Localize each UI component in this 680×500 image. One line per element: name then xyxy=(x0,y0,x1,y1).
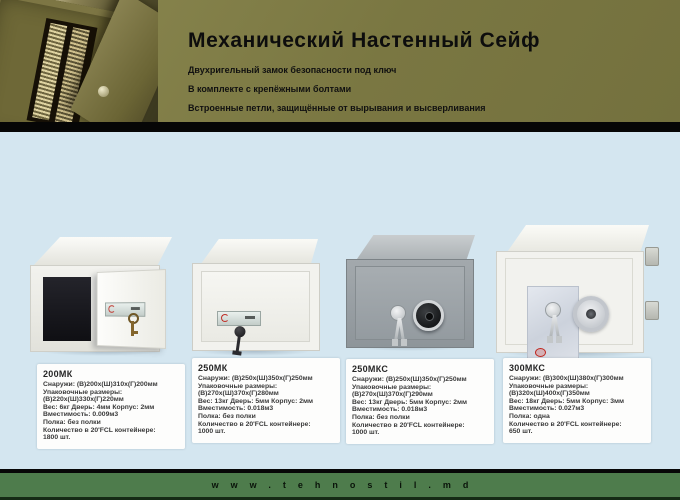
safe-top-face xyxy=(32,237,172,267)
spec-line: Полка: без полки xyxy=(43,418,101,426)
safe-top-face xyxy=(194,239,318,265)
spec-line: Упаковочные размеры: xyxy=(43,388,123,396)
feature-bullets xyxy=(188,65,486,122)
key-bit xyxy=(392,339,398,346)
spec-line: Вместимость: 0.009м3 xyxy=(43,411,119,419)
door-hinge xyxy=(645,247,659,266)
safe-top-face xyxy=(348,235,475,261)
header-divider xyxy=(0,122,680,132)
safe-top-face xyxy=(499,225,649,253)
spec-line: Полка: одна xyxy=(509,412,550,420)
lock-plate xyxy=(217,311,261,326)
spec-line: Вес: 13кг Дверь: 5мм Корпус: 2мм xyxy=(352,398,468,406)
keyhole-slot xyxy=(131,307,140,310)
product-photo-300mkc xyxy=(496,225,654,353)
safe-front-face xyxy=(346,259,474,348)
dial-center xyxy=(586,309,596,319)
combination-dial xyxy=(573,296,609,332)
spec-line: 1800 шт. xyxy=(43,434,71,442)
footer-bar xyxy=(0,469,680,500)
door-hinge xyxy=(645,301,659,320)
spec-line: 1000 шт. xyxy=(198,428,226,436)
spec-line: Вес: 13кг Дверь: 5мм Корпус: 2мм xyxy=(198,397,314,405)
spec-line: Упаковочные размеры: xyxy=(509,382,589,390)
spec-line: (В)270х(Ш)370х(Г)290мм xyxy=(352,391,433,399)
brand-logo-icon xyxy=(535,348,546,357)
key-stem xyxy=(553,315,559,337)
spec-card-250mk xyxy=(192,358,340,443)
key-tooth xyxy=(134,331,138,334)
hanging-key xyxy=(126,313,138,339)
spec-line: Вес: 6кг Дверь: 4мм Корпус: 2мм xyxy=(43,403,155,411)
spec-line: Количество в 20'FCL контейнере: xyxy=(198,420,311,428)
spec-line: Вместимость: 0.018м3 xyxy=(198,405,274,413)
spec-card-200mk xyxy=(37,364,185,449)
spec-line: Упаковочные размеры: xyxy=(198,382,278,390)
spec-line: Количество в 20'FCL контейнере: xyxy=(352,421,465,429)
brand-logo-icon xyxy=(221,314,229,322)
safe-front-face xyxy=(192,263,320,351)
spec-line: Вместимость: 0.018м3 xyxy=(352,406,428,414)
open-safe-money-photo xyxy=(0,0,158,122)
spec-line: Полка: без полки xyxy=(352,413,410,421)
model-name: 300МКС xyxy=(509,363,546,373)
model-name: 250МКС xyxy=(352,364,389,374)
hanging-keys xyxy=(547,315,563,343)
door-outline xyxy=(201,271,310,342)
key-bit xyxy=(232,350,241,355)
spec-list xyxy=(43,381,180,442)
feature-bullet: Встроенные петли, защищённые от вырывания и высверливания xyxy=(188,103,486,113)
model-name: 250МК xyxy=(198,363,228,373)
spec-line: Количество в 20'FCL контейнере: xyxy=(43,426,156,434)
spec-list xyxy=(509,375,646,436)
website-url[interactable]: www.tehnostil.md xyxy=(211,480,481,490)
spec-line: Снаружи: (В)250х(Ш)350х(Г)250мм xyxy=(198,375,313,382)
spec-line: Снаружи: (В)200х(Ш)310х(Г)200мм xyxy=(43,381,158,388)
spec-line: Вес: 18кг Дверь: 5мм Корпус: 3мм xyxy=(509,397,625,405)
key-bit xyxy=(547,336,553,343)
spec-line: (В)320х(Ш)400х(Г)350мм xyxy=(509,390,590,398)
feature-bullet: Двухригельный замок безопасности под ключ xyxy=(188,65,397,75)
key-bit xyxy=(556,336,562,343)
spec-line: Полка: без полки xyxy=(198,412,256,420)
safe-front-face xyxy=(496,251,644,353)
product-photo-250mkc xyxy=(346,235,478,346)
key-stem xyxy=(398,318,404,340)
spec-line: Упаковочные размеры: xyxy=(352,383,432,391)
spec-card-300mkc xyxy=(503,358,651,443)
spec-line: (В)220х(Ш)330х(Г)220мм xyxy=(43,396,124,404)
door-outline xyxy=(355,266,465,340)
model-name: 200МК xyxy=(43,369,73,379)
spec-line: Снаружи: (В)250х(Ш)350х(Г)250мм xyxy=(352,376,467,383)
spec-line: Количество в 20'FCL контейнере: xyxy=(509,420,622,428)
spec-line: Снаружи: (В)300х(Ш)380х(Г)300мм xyxy=(509,375,624,382)
brand-logo-icon xyxy=(108,305,115,313)
key-bit xyxy=(401,339,407,346)
safe-interior xyxy=(43,277,91,341)
spec-list xyxy=(198,375,335,436)
keyhole-slot xyxy=(245,316,255,319)
feature-bullet: В комплекте с крепёжными болтами xyxy=(188,84,352,94)
spec-list xyxy=(352,376,489,437)
hanging-keys xyxy=(392,318,408,348)
page-title: Механический Настенный Сейф xyxy=(188,29,541,52)
spec-line: (В)270х(Ш)370х(Г)280мм xyxy=(198,390,279,398)
spec-line: 1000 шт. xyxy=(352,429,380,437)
dial-center xyxy=(425,312,434,321)
combination-dial xyxy=(413,300,444,331)
product-photo-250mk xyxy=(190,239,321,351)
spec-line: Вместимость: 0.027м3 xyxy=(509,405,585,413)
product-photo-200mk xyxy=(30,237,176,351)
photo-door-knob xyxy=(98,86,109,97)
key-stem xyxy=(236,336,241,352)
spec-card-250mkc xyxy=(346,359,494,444)
spec-line: 650 шт. xyxy=(509,428,533,436)
